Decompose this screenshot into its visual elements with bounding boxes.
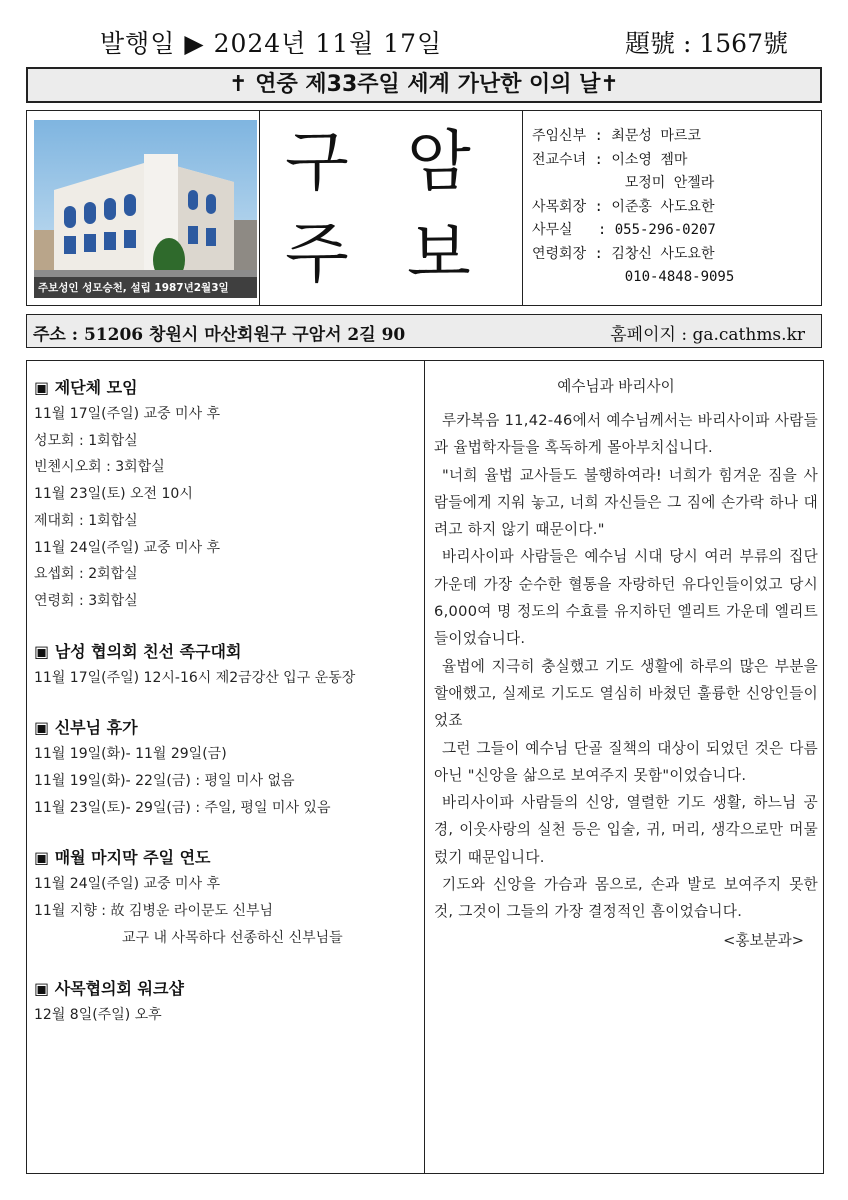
staff-line: 사무실 : 055-296-0207 [532,222,716,238]
article-paragraph: "너희 율법 교사들도 불행하여라! 너희가 힘겨운 짐을 사람들에게 지워 놓고, 너희 자신들은 그 짐에 손가락 하나 대려고 하지 않기 때문이다." [434,466,818,539]
staff-line: 연령회장 : 김창신 사도요한 [532,245,715,262]
notice-line: 11월 24일(주일) 교중 미사 후 [34,876,221,893]
content-area [26,360,824,1174]
notice-title: ▣ 제단체 모임 [34,378,138,397]
church-address: 주소 : 51206 창원시 마산회원구 구암서 2길 90 [33,325,406,345]
notice-section [34,976,419,1029]
masthead [26,110,822,306]
staff-line: 사목회장 : 이준홍 사도요한 [532,198,715,215]
photo-caption: 주보성인 성모승천, 설립 1987년2월3일 [34,277,257,298]
article-paragraph: 바리사이파 사람들의 신앙, 열렬한 기도 생활, 하느님 공경, 이웃사랑의 실천 등은 입술, 귀, 머리, 생각으로만 머물렀기 때문입니다. [434,794,818,866]
notice-line: 11월 24일(주일) 교중 미사 후 [34,539,221,556]
notice-line: 11월 23일(토)- 29일(금) : 주일, 평일 미사 있음 [34,799,331,816]
title-char: 암 [407,123,471,200]
notice-line: 교구 내 사목하다 선종하신 신부님들 [122,929,343,946]
notice-title: ▣ 남성 협의회 친선 족구대회 [34,641,242,661]
article-title: 예수님과 바리사이 [557,378,675,395]
notice-line: 11월 17일(주일) 교중 미사 후 [34,406,221,422]
staff-line: 모정미 안젤라 [532,175,715,191]
masthead-divider [522,111,523,305]
notice-line: 연령회 : 3회합실 [34,592,138,609]
staff-line: 010-4848-9095 [532,269,735,285]
notice-line: 성모회 : 1회합실 [34,432,138,449]
staff-line: 전교수녀 : 이소영 젬마 [532,151,688,168]
notice-section [34,845,419,951]
article-paragraph: 그런 그들이 예수님 단골 질책의 대상이 되었던 것은 다름 아닌 "신앙을 삶으로 보여주지 못함"이었습니다. [434,739,818,784]
notice-line: 11월 17일(주일) 12시-16시 제2금강산 입구 운동장 [34,669,356,686]
church-photo [34,120,257,298]
notice-line: 12월 8일(주일) 오후 [34,1006,162,1023]
staff-directory [532,125,734,290]
article-paragraph: 바리사이파 사람들은 예수님 시대 당시 여러 부류의 집단 가운데 가장 순수한 혈통을 자랑하던 유다인들이었고 당시 6,000여 명 정도의 수효를 유지하던 엘리트 가운데 엘리트들이었습니다. [434,548,818,648]
column-divider [424,361,425,1173]
article-paragraph: 기도와 신앙을 가슴과 몸으로, 손과 발로 보여주지 못한 것, 그것이 그들의 가장 결정적인 흠이었습니다. [434,876,818,921]
notice-line: 빈첸시오회 : 3회합실 [34,459,165,476]
notice-section [34,639,419,692]
notice-line: 11월 19일(화)- 11월 29일(금) [34,746,227,763]
title-char: 구 [285,123,349,200]
notice-title: ▣ 매월 마지막 주일 연도 [34,848,211,868]
masthead-divider [259,111,260,305]
notice-section [34,375,419,615]
notice-title: ▣ 신부님 휴가 [34,718,138,738]
issue-number: 題號 : 1567號 [625,29,788,58]
address-bar [26,314,822,348]
article-credit: <홍보분과> [723,931,804,949]
notice-line: 요셉회 : 2회합실 [34,566,138,583]
article-paragraph: 루카복음 11,42-46에서 예수님께서는 바리사이파 사람들과 율법학자들을 혹독하게 몰아부치십니다. [434,412,818,457]
church-building-illustration [34,120,257,298]
staff-line: 주임신부 : 최문성 마르코 [532,128,701,144]
article-column [434,373,818,956]
article-paragraph: 율법에 지극히 충실했고 기도 생활에 하루의 많은 부분을 할애했고, 실제로 기도도 열심히 바쳤던 훌륭한 신앙인들이었죠 [434,657,818,730]
notice-line: 제대회 : 1회합실 [34,512,138,529]
notice-line: 11월 지향 : 故 김병운 라이문도 신부님 [34,903,274,920]
notice-line: 11월 23일(토) 오전 10시 [34,486,193,503]
notice-title: ▣ 사목협의회 워크샵 [34,978,184,998]
homepage-link[interactable]: 홈페이지 : ga.cathms.kr [610,325,805,345]
sunday-title-banner: ✝ 연중 제33주일 세계 가난한 이의 날✝ [26,67,822,103]
title-char: 주 [285,215,349,292]
notice-line: 11월 19일(화)- 22일(금) : 평일 미사 없음 [34,773,295,790]
publication-date: 발행일 ▶ 2024년 11월 17일 [100,29,443,58]
notices-column [34,375,419,1052]
notice-section [34,715,419,821]
title-char: 보 [407,215,471,292]
